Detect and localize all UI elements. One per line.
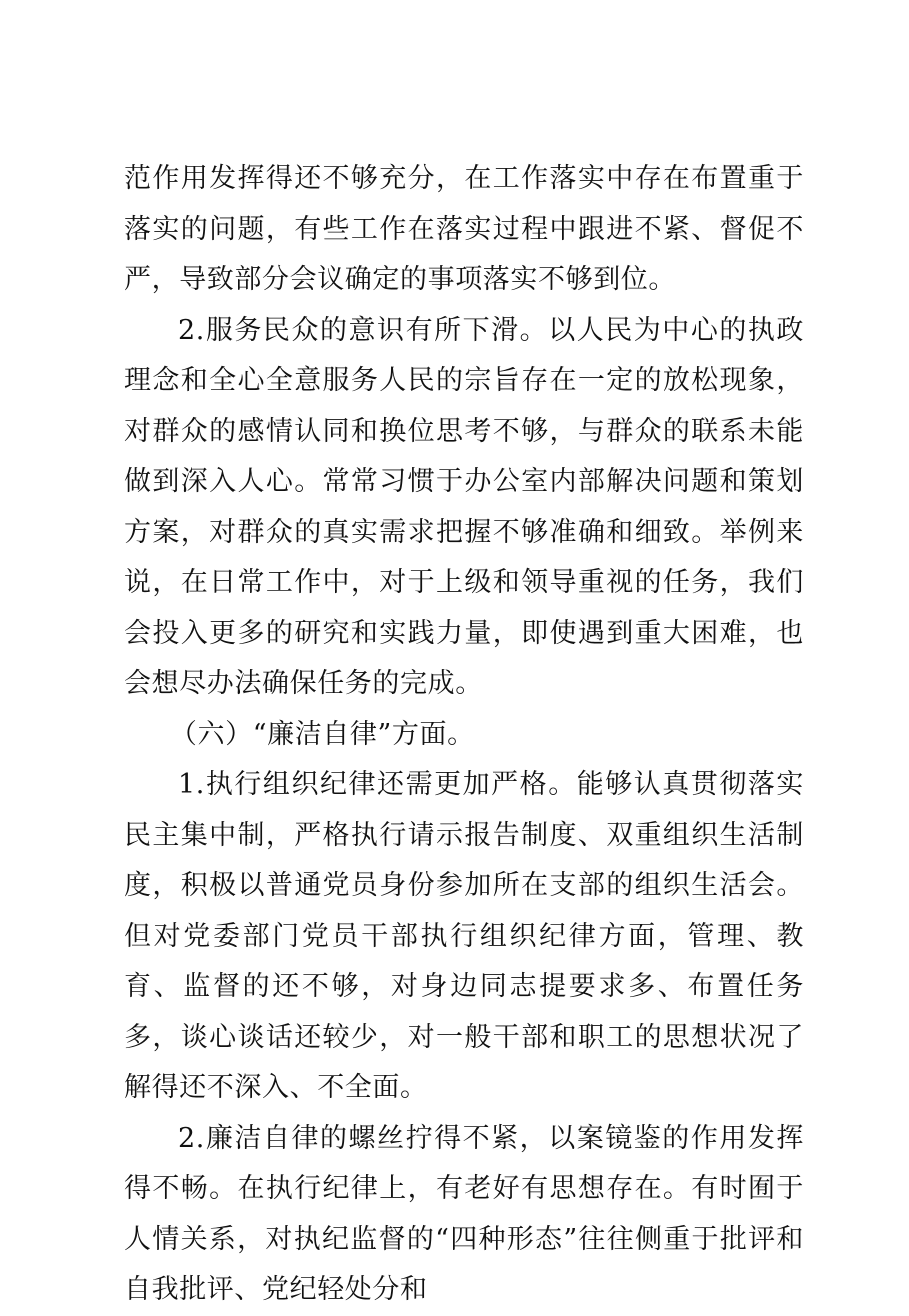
document-body: [124, 154, 804, 1316]
section-heading-integrity: （六）“廉洁自律”方面。: [169, 718, 475, 750]
paragraph-item-service-awareness: 2.服务民众的意识有所下滑。以人民为中心的执政理念和全心全意服务人民的宗旨存在一定的放松现象，对群众的感情认同和换位思考不够，与群众的联系未能做到深入人心。常常习惯于办公室内部解决问题和策划方案，对群众的真实需求把握不够准确和细致。举例来说，在日常工作中，对于上级和领导重视的任务，我们会投入更多的研究和实践力量，即使遇到重大困难，也会想尽办法确保任务的完成。: [124, 314, 804, 699]
paragraph-item-self-discipline: 2.廉洁自律的螺丝拧得不紧，以案镜鉴的作用发挥得不畅。在执行纪律上，有老好有思想存在。有时囿于人情关系，对执纪监督的“四种形态”往往侧重于批评和自我批评、党纪轻处分和: [124, 1122, 804, 1305]
paragraph-item-organizational-discipline: 1.执行组织纪律还需更加严格。能够认真贯彻落实民主集中制，严格执行请示报告制度、双重组织生活制度，积极以普通党员身份参加所在支部的组织生活会。但对党委部门党员干部执行组织纪律方面，管理、教育、监督的还不够，对身边同志提要求多、布置任务多，谈心谈话还较少，对一般干部和职工的思想状况了解得还不深入、不全面。: [124, 769, 804, 1103]
paragraph-continuation: 范作用发挥得还不够充分，在工作落实中存在布置重于落实的问题，有些工作在落实过程中跟进不紧、督促不严，导致部分会议确定的事项落实不够到位。: [124, 163, 804, 295]
